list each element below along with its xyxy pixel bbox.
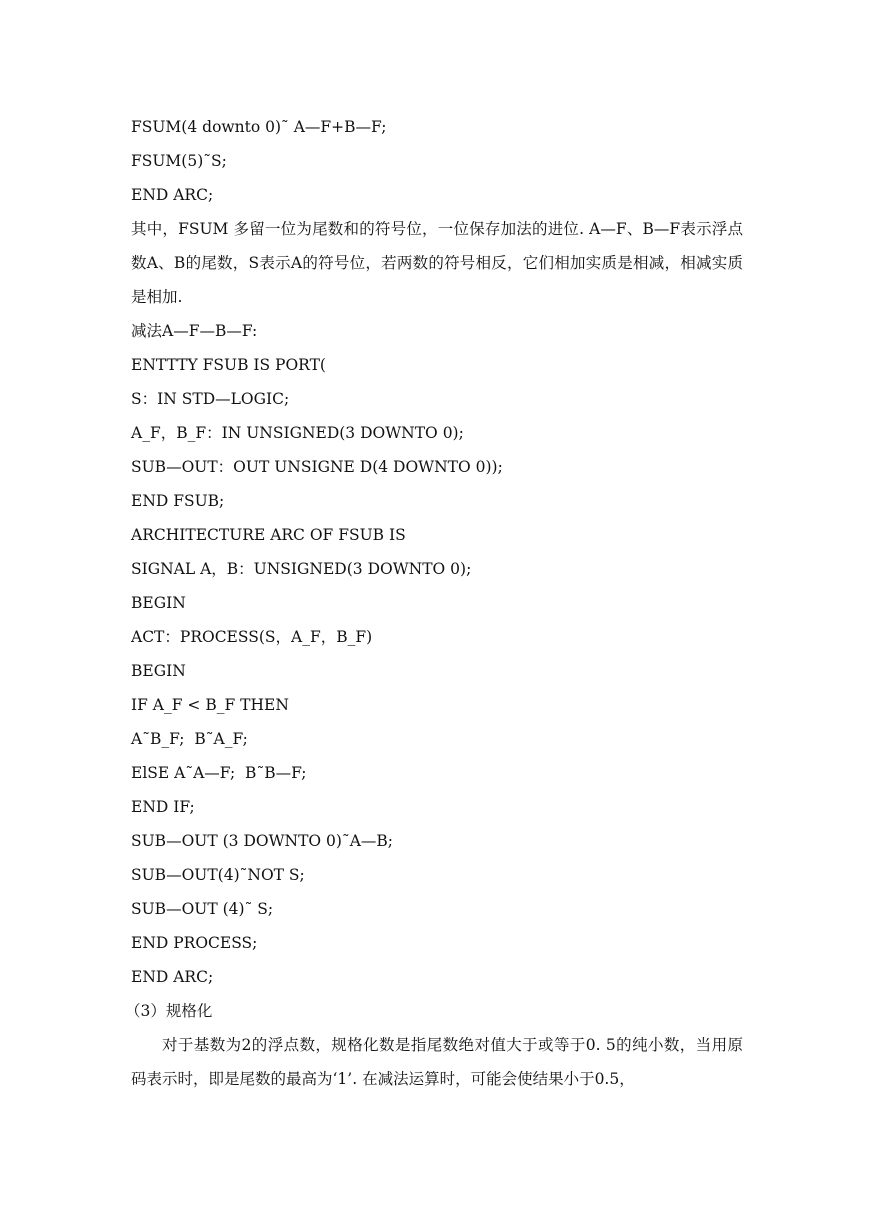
code-line: BEGIN <box>131 662 186 680</box>
code-line: END FSUB; <box>131 492 225 510</box>
section-heading: （3）规格化 <box>125 1002 213 1020</box>
code-line: ENTTTY FSUB IS PORT( <box>131 356 326 374</box>
code-line: END ARC; <box>131 186 214 204</box>
code-line: FSUM(5)˜S; <box>131 152 227 170</box>
code-line: ACT：PROCESS(S，A_F，B_F) <box>131 628 373 646</box>
document-page <box>125 110 743 1096</box>
code-line: SUB—OUT：OUT UNSIGNE D(4 DOWNTO 0)); <box>131 458 503 476</box>
code-line: END PROCESS; <box>131 934 258 952</box>
body-paragraph: 对于基数为2的浮点数，规格化数是指尾数绝对值大于或等于0. 5的纯小数，当用原码表示时，即是尾数的最高为‘1’. 在减法运算时，可能会使结果小于0.5， <box>131 1036 743 1088</box>
code-line: FSUM(4 downto 0)˜ A—F+B—F; <box>131 118 387 136</box>
code-line: SUB—OUT (3 DOWNTO 0)˜A—B; <box>131 832 394 850</box>
code-line: SUB—OUT(4)˜NOT S; <box>131 866 305 884</box>
code-line: ARCHITECTURE ARC OF FSUB IS <box>131 526 406 544</box>
code-line: END IF; <box>131 798 195 816</box>
code-line: SUB—OUT (4)˜ S; <box>131 900 274 918</box>
code-line: A˜B_F; B˜A_F; <box>131 730 248 748</box>
code-line: A_F，B_F：IN UNSIGNED(3 DOWNTO 0); <box>131 424 464 442</box>
code-line: SIGNAL A，B：UNSIGNED(3 DOWNTO 0); <box>131 560 472 578</box>
code-line: 减法A—F—B—F: <box>131 322 258 340</box>
code-line: ElSE A˜A—F; B˜B—F; <box>131 764 307 782</box>
code-line: IF A_F < B_F THEN <box>131 696 289 714</box>
code-line: S：IN STD—LOGIC; <box>131 390 290 408</box>
code-line: BEGIN <box>131 594 186 612</box>
code-line: END ARC; <box>131 968 214 986</box>
body-paragraph: 其中，FSUM 多留一位为尾数和的符号位，一位保存加法的进位. A—F、B—F表示浮点数A、B的尾数，S表示A的符号位，若两数的符号相反，它们相加实质是相减，相减实质是相加. <box>131 220 743 306</box>
